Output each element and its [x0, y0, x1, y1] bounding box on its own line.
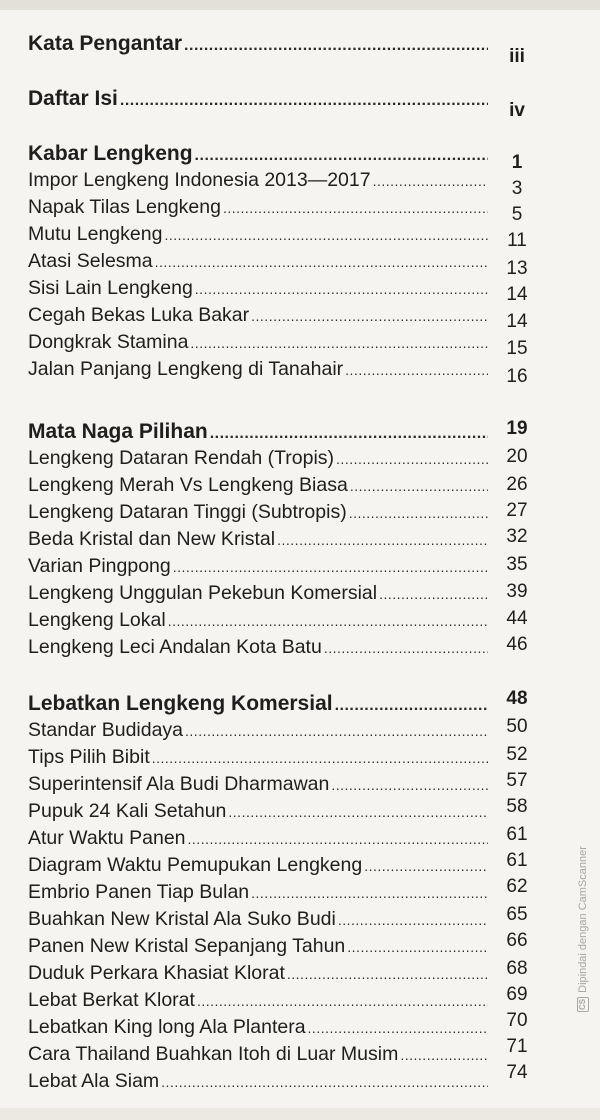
toc-page-number: 5: [511, 204, 523, 225]
toc-page-number: 65: [506, 904, 528, 925]
toc-chapter-entry: [28, 142, 488, 166]
toc-section-entry: [28, 1043, 488, 1066]
toc-dot-leader: [164, 227, 488, 243]
toc-page-number: 69: [506, 984, 528, 1005]
toc-page-number: 62: [506, 876, 528, 897]
toc-page-number: 26: [506, 474, 528, 495]
toc-section-entry: [28, 908, 488, 931]
toc-section-entry: [28, 935, 488, 958]
toc-page-number: 1: [511, 152, 523, 173]
toc-section-entry: [28, 962, 488, 985]
toc-page-number: 3: [511, 178, 523, 199]
toc-section-entry: [28, 1016, 488, 1039]
toc-section-entry: [28, 223, 488, 246]
toc-section-entry: [28, 447, 488, 470]
scanner-watermark: [577, 846, 589, 1012]
toc-dot-leader: [336, 451, 488, 467]
toc-page-number: 46: [506, 634, 528, 655]
toc-dot-leader: [155, 254, 488, 270]
toc-dot-leader: [195, 281, 488, 297]
toc-section-entry: [28, 636, 488, 659]
toc-dot-leader: [308, 1020, 488, 1036]
toc-entry-title: Daftar Isi: [28, 87, 118, 110]
toc-section-entry: [28, 582, 488, 605]
camscanner-icon: CS: [578, 998, 587, 1010]
toc-entry-title: Tips Pilih Bibit: [28, 746, 150, 768]
toc-entry-title: Mutu Lengkeng: [28, 223, 163, 245]
toc-entry-title: Lebat Berkat Klorat: [28, 989, 195, 1011]
toc-entry-title: Buahkan New Kristal Ala Suko Budi: [28, 908, 336, 930]
toc-entry-title: Lebatkan King long Ala Plantera: [28, 1016, 306, 1038]
toc-entry-title: Jalan Panjang Lengkeng di Tanahair: [28, 358, 344, 380]
toc-entry-title: Lebat Ala Siam: [28, 1070, 160, 1092]
toc-entry-title: Diagram Waktu Pemupukan Lengkeng: [28, 854, 363, 876]
toc-section-entry: [28, 800, 488, 823]
toc-entry-title: Embrio Panen Tiap Bulan: [28, 881, 250, 903]
toc-dot-leader: [349, 505, 488, 521]
toc-dot-leader: [345, 362, 488, 378]
toc-page-number: 61: [506, 850, 528, 871]
toc-dot-leader: [277, 532, 488, 548]
toc-entry-title: Mata Naga Pilihan: [28, 420, 208, 443]
toc-entry-title: Beda Kristal dan New Kristal: [28, 528, 276, 550]
toc-entry-title: Standar Budidaya: [28, 719, 184, 741]
toc-dot-leader: [223, 200, 488, 216]
toc-entry-title: Sisi Lain Lengkeng: [28, 277, 193, 299]
toc-entry-title: Lengkeng Dataran Tinggi (Subtropis): [28, 501, 347, 523]
toc-page-number: 57: [506, 770, 528, 791]
toc-section-entry: [28, 250, 488, 273]
toc-section-entry: [28, 555, 488, 578]
toc-dot-leader: [120, 92, 488, 110]
toc-page-number: 14: [506, 311, 528, 332]
toc-dot-leader: [335, 697, 488, 715]
toc-dot-leader: [185, 723, 488, 739]
toc-dot-leader: [190, 335, 488, 351]
page-bottom-edge: [0, 1108, 600, 1120]
toc-section-entry: [28, 331, 488, 354]
toc-dot-leader: [287, 966, 488, 982]
toc-entry-title: Atasi Selesma: [28, 250, 153, 272]
toc-entry-title: Pupuk 24 Kali Setahun: [28, 800, 227, 822]
toc-page-number: 20: [506, 446, 528, 467]
toc-section-entry: [28, 773, 488, 796]
toc-page-number: 50: [506, 716, 528, 737]
toc-dot-leader: [338, 912, 488, 928]
toc-dot-leader: [197, 993, 488, 1009]
toc-entry-title: Superintensif Ala Budi Dharmawan: [28, 773, 330, 795]
toc-page-number: 44: [506, 608, 528, 629]
toc-entry-title: Cegah Bekas Luka Bakar: [28, 304, 250, 326]
toc-section-entry: [28, 474, 488, 497]
toc-entry-title: Lengkeng Unggulan Pekebun Komersial: [28, 582, 378, 604]
toc-section-entry: [28, 1070, 488, 1093]
toc-chapter-entry: [28, 87, 488, 111]
toc-dot-leader: [161, 1074, 488, 1090]
toc-entry-title: Lengkeng Lokal: [28, 609, 166, 631]
toc-entry-title: Kata Pengantar: [28, 32, 183, 55]
toc-entry-title: Napak Tilas Lengkeng: [28, 196, 221, 218]
toc-page-number: 15: [506, 338, 528, 359]
toc-dot-leader: [347, 939, 488, 955]
toc-page-number: 39: [506, 581, 528, 602]
toc-section-entry: [28, 746, 488, 769]
toc-page-number: 61: [506, 824, 528, 845]
toc-page-number: 74: [506, 1062, 528, 1083]
toc-entry-title: Varian Pingpong: [28, 555, 171, 577]
toc-dot-leader: [168, 613, 488, 629]
toc-dot-leader: [188, 831, 488, 847]
toc-entry-title: Lebatkan Lengkeng Komersial: [28, 692, 333, 715]
toc-dot-leader: [195, 147, 488, 165]
toc-entry-title: Panen New Kristal Sepanjang Tahun: [28, 935, 346, 957]
toc-section-entry: [28, 609, 488, 632]
toc-section-entry: [28, 196, 488, 219]
toc-section-entry: [28, 881, 488, 904]
toc-dot-leader: [152, 750, 488, 766]
toc-dot-leader: [210, 425, 488, 443]
toc-page-number: 68: [506, 958, 528, 979]
toc-page-number: 16: [506, 366, 528, 387]
toc-page-number: 35: [506, 554, 528, 575]
toc-dot-leader: [331, 777, 488, 793]
toc-entry-title: Kabar Lengkeng: [28, 142, 193, 165]
toc-section-entry: [28, 501, 488, 524]
toc-dot-leader: [173, 559, 488, 575]
toc-page-number: 52: [506, 744, 528, 765]
toc-entry-title: Lengkeng Dataran Rendah (Tropis): [28, 447, 335, 469]
toc-page-number: 14: [506, 284, 528, 305]
toc-page-number: 32: [506, 526, 528, 547]
toc-chapter-entry: [28, 692, 488, 716]
toc-dot-leader: [228, 804, 488, 820]
toc-page-number: iii: [509, 46, 525, 67]
toc-page-number: 13: [506, 258, 528, 279]
toc-dot-leader: [379, 586, 488, 602]
toc-dot-leader: [251, 308, 488, 324]
toc-entry-title: Lengkeng Merah Vs Lengkeng Biasa: [28, 474, 348, 496]
toc-section-entry: [28, 719, 488, 742]
toc-chapter-entry: [28, 32, 488, 56]
toc-dot-leader: [324, 640, 488, 656]
toc-page-number: 19: [506, 418, 528, 439]
toc-entry-title: Duduk Perkara Khasiat Klorat: [28, 962, 285, 984]
toc-entry-title: Cara Thailand Buahkan Itoh di Luar Musim: [28, 1043, 399, 1065]
toc-page-number: 48: [506, 688, 528, 709]
toc-entry-title: Lengkeng Leci Andalan Kota Batu: [28, 636, 322, 658]
toc-chapter-entry: [28, 420, 488, 444]
toc-dot-leader: [184, 37, 488, 55]
toc-section-entry: [28, 358, 488, 381]
toc-page-number: 11: [507, 230, 527, 251]
toc-page-number: 66: [506, 930, 528, 951]
toc-section-entry: [28, 277, 488, 300]
toc-section-entry: [28, 854, 488, 877]
toc-section-entry: [28, 169, 488, 192]
toc-section-entry: [28, 989, 488, 1012]
toc-page-number: 71: [506, 1036, 528, 1057]
watermark-text: Dipindai dengan CamScanner: [577, 846, 589, 993]
toc-dot-leader: [251, 885, 488, 901]
toc-section-entry: [28, 528, 488, 551]
toc-page-number: 58: [506, 796, 528, 817]
toc-dot-leader: [373, 173, 488, 189]
toc-section-entry: [28, 827, 488, 850]
toc-page-number: 27: [506, 500, 528, 521]
toc-dot-leader: [350, 478, 488, 494]
toc-entry-title: Impor Lengkeng Indonesia 2013—2017: [28, 169, 371, 191]
toc-dot-leader: [364, 858, 488, 874]
toc-dot-leader: [400, 1047, 488, 1063]
toc-section-entry: [28, 304, 488, 327]
toc-entry-title: Dongkrak Stamina: [28, 331, 189, 353]
toc-page-number: 70: [506, 1010, 528, 1031]
toc-page-number: iv: [509, 100, 525, 121]
toc-entry-title: Atur Waktu Panen: [28, 827, 186, 849]
